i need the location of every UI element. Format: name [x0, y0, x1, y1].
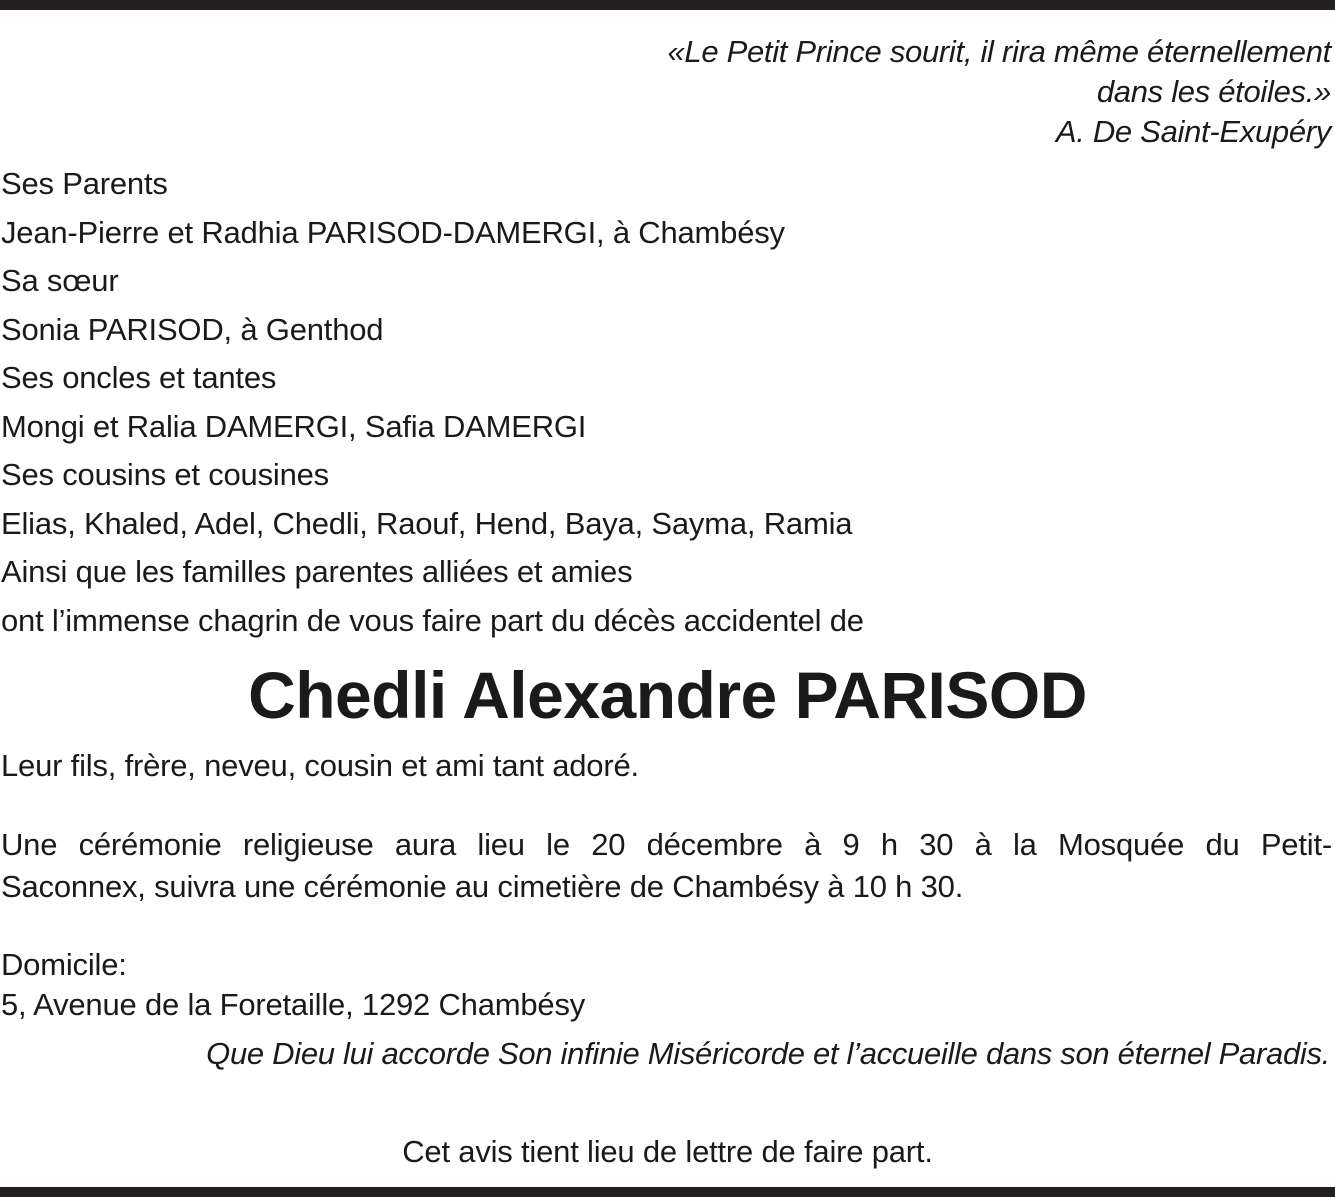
ceremony-line-1: Une cérémonie religieuse aura lieu le 20 décembre à 9 h 30 à la Mosquée du Petit-	[1, 827, 1332, 862]
ceremony-paragraph	[1, 824, 1332, 908]
sister-heading: Sa sœur	[1, 263, 119, 298]
uncles-names: Mongi et Ralia DAMERGI, Safia DAMERGI	[1, 408, 587, 444]
quote-line-1: «Le Petit Prince sourit, il rira même éternellement	[667, 34, 1331, 69]
top-border-rule	[0, 0, 1335, 10]
quote-author: A. De Saint-Exupéry	[1055, 114, 1331, 149]
announcement-line: ont l’immense chagrin de vous faire part du décès accidentel de	[1, 602, 864, 638]
parents-names: Jean-Pierre et Radhia PARISOD-DAMERGI, à Chambésy	[1, 214, 785, 250]
domicile-address: 5, Avenue de la Foretaille, 1292 Chambésy	[1, 987, 586, 1022]
epigraph-quote	[431, 32, 1331, 152]
cousins-heading: Ses cousins et cousines	[1, 457, 329, 492]
family-list	[1, 160, 1331, 645]
ceremony-line-2: Saconnex, suivra une cérémonie au cimetière de Chambésy à 10 h 30.	[1, 869, 964, 904]
cousins-names: Elias, Khaled, Adel, Chedli, Raouf, Hend, Baya, Sayma, Ramia	[1, 505, 853, 541]
parents-heading: Ses Parents	[1, 166, 168, 201]
uncles-heading: Ses oncles et tantes	[1, 360, 277, 395]
families-line: Ainsi que les familles parentes alliées et amies	[1, 554, 633, 589]
notice-line: Cet avis tient lieu de lettre de faire part.	[402, 1134, 933, 1169]
domicile-label: Domicile:	[1, 947, 127, 982]
tribute-line: Leur fils, frère, neveu, cousin et ami tant adoré.	[1, 748, 639, 783]
bottom-border-rule	[0, 1187, 1335, 1197]
deceased-name: Chedli Alexandre PARISOD	[248, 658, 1087, 732]
domicile-block	[1, 945, 585, 1025]
prayer-line: Que Dieu lui accorde Son infinie Miséricorde et l’accueille dans son éternel Paradis.	[206, 1036, 1330, 1071]
quote-line-2: dans les étoiles.»	[1096, 74, 1331, 109]
sister-name: Sonia PARISOD, à Genthod	[1, 311, 384, 347]
